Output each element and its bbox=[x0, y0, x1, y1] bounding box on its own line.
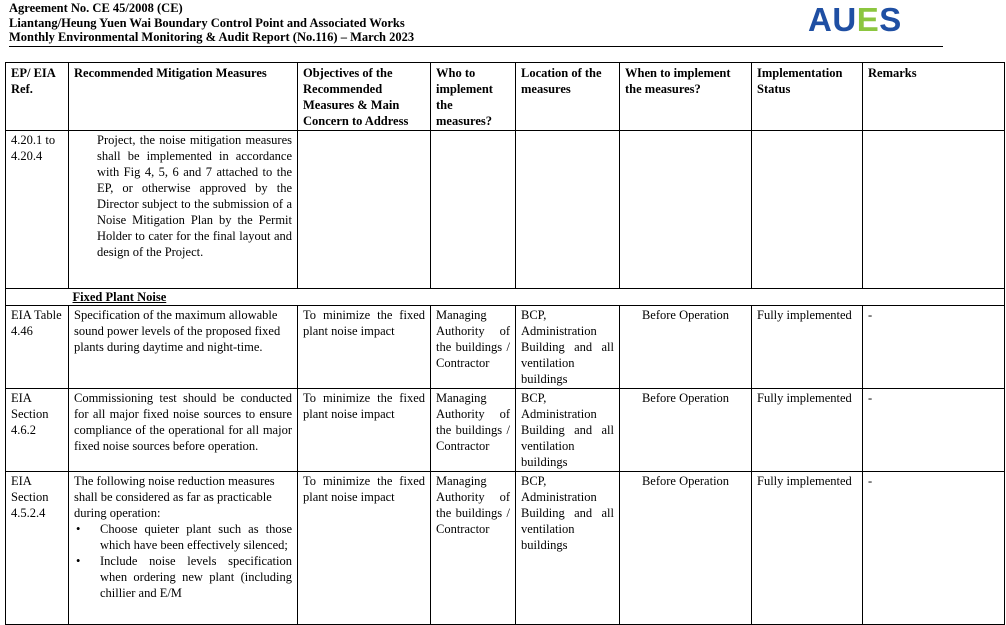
objective-cell bbox=[298, 131, 431, 289]
objective-cell: To minimize the fixed plant noise impact bbox=[298, 389, 431, 472]
objective-cell: To minimize the fixed plant noise impact bbox=[298, 472, 431, 625]
when-cell: Before Operation bbox=[620, 306, 752, 389]
section-row bbox=[6, 289, 1005, 306]
ref-cell: EIA Section 4.6.2 bbox=[6, 389, 69, 472]
who-cell bbox=[431, 131, 516, 289]
project-title: Liantang/Heung Yuen Wai Boundary Control Point and Associated Works bbox=[9, 15, 405, 30]
status-cell: Fully implemented bbox=[752, 389, 863, 472]
report-title: Monthly Environmental Monitoring & Audit Report (No.116) – March 2023 bbox=[9, 30, 415, 44]
measure-cell: Commissioning test should be conducted for all major fixed noise sources to ensure compliance of the operational for all major fixed noise sources before operation. bbox=[69, 389, 298, 472]
remarks-cell: - bbox=[863, 472, 1005, 625]
measure-cell: Specification of the maximum allowable sound power levels of the proposed fixed plants during daytime and night-time. bbox=[69, 306, 298, 389]
report-header bbox=[9, 1, 414, 45]
ref-cell: 4.20.1 to 4.20.4 bbox=[6, 131, 69, 289]
bullet-icon: • bbox=[76, 522, 81, 536]
col-header-when: When to implement the measures? bbox=[620, 63, 752, 131]
col-header-measures: Recommended Mitigation Measures bbox=[69, 63, 298, 131]
bullet-icon: • bbox=[76, 554, 81, 568]
table-row bbox=[6, 472, 1005, 625]
logo-letter: U bbox=[832, 1, 857, 38]
list-item: • Include noise levels specification when ordering new plant (including chillier and E/M bbox=[76, 554, 292, 600]
location-cell: BCP, Administration Building and all ventilation buildings bbox=[516, 389, 620, 472]
when-cell: Before Operation bbox=[620, 472, 752, 625]
status-cell bbox=[752, 131, 863, 289]
col-header-ref: EP/ EIA Ref. bbox=[6, 63, 69, 131]
agreement-number: Agreement No. CE 45/2008 (CE) bbox=[9, 1, 183, 15]
table-header-row bbox=[6, 63, 1005, 131]
mitigation-measures-table bbox=[5, 62, 1005, 625]
table-row bbox=[6, 131, 1005, 289]
remarks-cell: - bbox=[863, 389, 1005, 472]
measure-cell: Project, the noise mitigation measures shall be implemented in accordance with Fig 4, 5, 6 and 7 attached to the EP, or otherwise approved by the Director subject to the submission of a Noise Mitigation Plan by the Permit Holder to cater for the final layout and design of the Project. bbox=[69, 131, 298, 289]
logo-letter: E bbox=[856, 1, 880, 38]
who-cell: Managing Authority of the buildings / Contractor bbox=[431, 472, 516, 625]
header-divider bbox=[9, 46, 943, 47]
col-header-status: Implementation Status bbox=[752, 63, 863, 131]
measure-cell bbox=[69, 472, 298, 625]
who-cell: Managing Authority of the buildings / Contractor bbox=[431, 306, 516, 389]
remarks-cell bbox=[863, 131, 1005, 289]
location-cell: BCP, Administration Building and all ventilation buildings bbox=[516, 472, 620, 625]
logo-letter: S bbox=[879, 1, 902, 38]
who-cell: Managing Authority of the buildings / Contractor bbox=[431, 389, 516, 472]
list-item: • Choose quieter plant such as those which have been effectively silenced; bbox=[76, 522, 292, 552]
table-row bbox=[6, 306, 1005, 389]
table-row bbox=[6, 389, 1005, 472]
remarks-cell: - bbox=[863, 306, 1005, 389]
col-header-objectives: Objectives of the Recommended Measures & Main Concern to Address bbox=[298, 63, 431, 131]
status-cell: Fully implemented bbox=[752, 472, 863, 625]
location-cell: BCP, Administration Building and all ventilation buildings bbox=[516, 306, 620, 389]
section-title: Fixed Plant Noise bbox=[72, 290, 167, 304]
measure-intro: The following noise reduction measures shall be considered as far as practicable during operation: bbox=[74, 474, 275, 520]
location-cell bbox=[516, 131, 620, 289]
col-header-remarks: Remarks bbox=[863, 63, 1005, 131]
aues-logo bbox=[808, 2, 902, 38]
ref-cell: EIA Section 4.5.2.4 bbox=[6, 472, 69, 625]
col-header-who: Who to implement the measures? bbox=[431, 63, 516, 131]
objective-cell: To minimize the fixed plant noise impact bbox=[298, 306, 431, 389]
logo-letter: A bbox=[808, 1, 833, 38]
status-cell: Fully implemented bbox=[752, 306, 863, 389]
when-cell bbox=[620, 131, 752, 289]
col-header-location: Location of the measures bbox=[516, 63, 620, 131]
measure-bullet-list bbox=[74, 521, 292, 601]
ref-cell: EIA Table 4.46 bbox=[6, 306, 69, 389]
when-cell: Before Operation bbox=[620, 389, 752, 472]
